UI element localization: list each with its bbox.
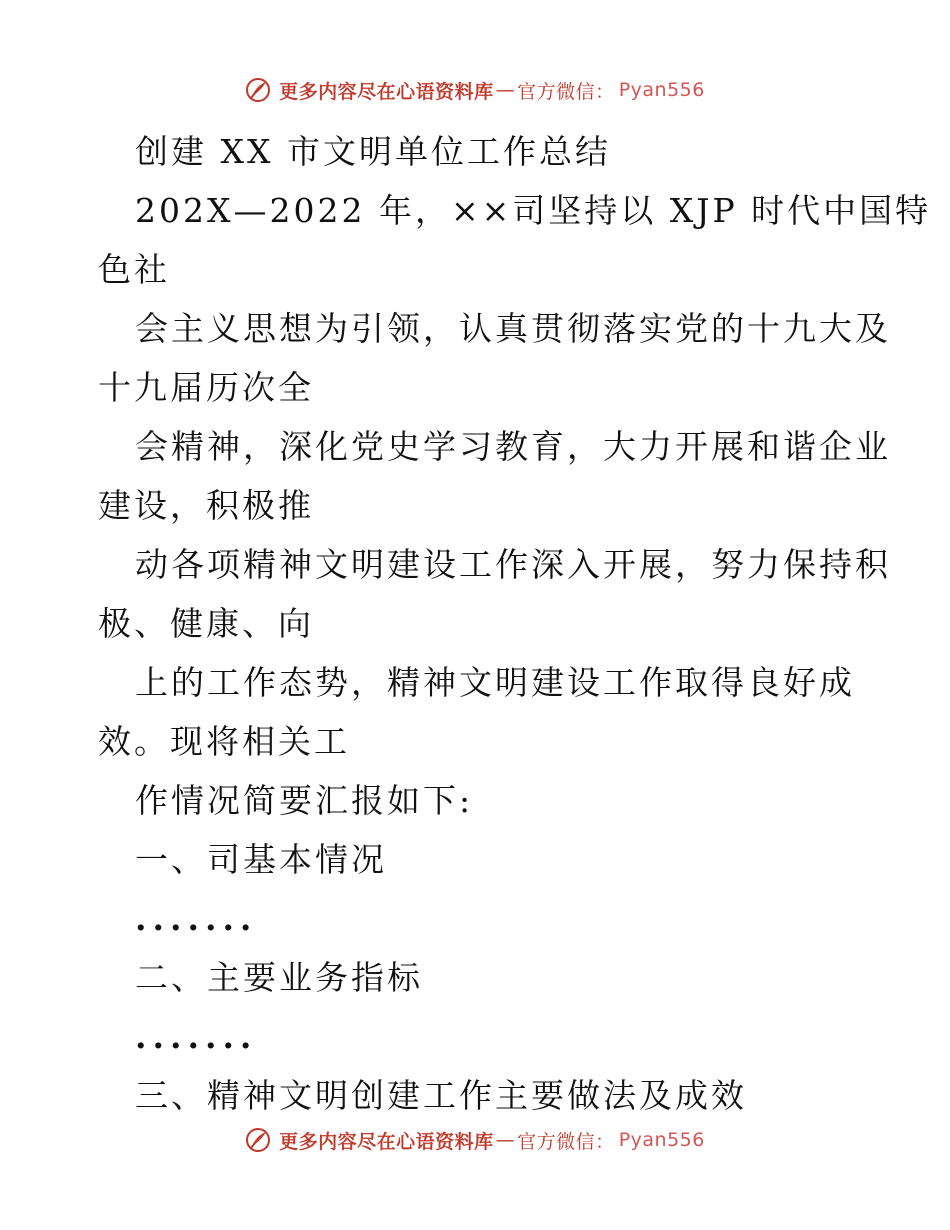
watermark-label: 官方微信： — [517, 80, 615, 103]
paragraph-line: 作情况简要汇报如下: — [135, 781, 474, 820]
paragraph-line: 二、主要业务指标 — [135, 958, 423, 997]
paragraph-line: 会主义思想为引领，认真贯彻落实党的十九大及 — [135, 309, 891, 348]
paragraph-line: 色社 — [98, 250, 170, 289]
paragraph-line: 上的工作态势，精神文明建设工作取得良好成 — [135, 663, 855, 702]
paragraph-line: 三、精神文明创建工作主要做法及成效 — [135, 1076, 747, 1115]
paragraph-line: 创建 XX 市文明单位工作总结 — [135, 132, 611, 171]
feather-pen-logo-icon — [245, 77, 271, 103]
footer-watermark — [0, 1122, 950, 1158]
watermark-main-text: 更多内容尽在心语资料库 — [279, 80, 494, 103]
paragraph-line: 十九届历次全 — [98, 368, 314, 407]
paragraph-line: 202X—2022 年，××司坚持以 XJP 时代中国特 — [135, 191, 932, 230]
feather-pen-logo-icon — [245, 1127, 271, 1153]
watermark-dash: — — [495, 79, 516, 101]
paragraph-line: 建设，积极推 — [98, 486, 314, 525]
watermark-dash: — — [495, 1129, 516, 1151]
watermark-main-text: 更多内容尽在心语资料库 — [279, 1130, 494, 1153]
paragraph-line: 一、司基本情况 — [135, 840, 387, 879]
paragraph-line: 极、健康、向 — [98, 604, 314, 643]
header-watermark — [0, 72, 950, 108]
watermark-wechat-id: Pyan556 — [618, 79, 705, 101]
paragraph-line: 效。现将相关工 — [98, 722, 350, 761]
watermark-label: 官方微信： — [517, 1130, 615, 1153]
paragraph-line: 动各项精神文明建设工作深入开展，努力保持积 — [135, 545, 891, 584]
watermark-wechat-id: Pyan556 — [618, 1129, 705, 1151]
paragraph-line: 会精神，深化党史学习教育，大力开展和谐企业 — [135, 427, 891, 466]
paragraph-line: ....... — [135, 1017, 258, 1056]
paragraph-line: ....... — [135, 899, 258, 938]
document-body — [98, 122, 932, 1125]
